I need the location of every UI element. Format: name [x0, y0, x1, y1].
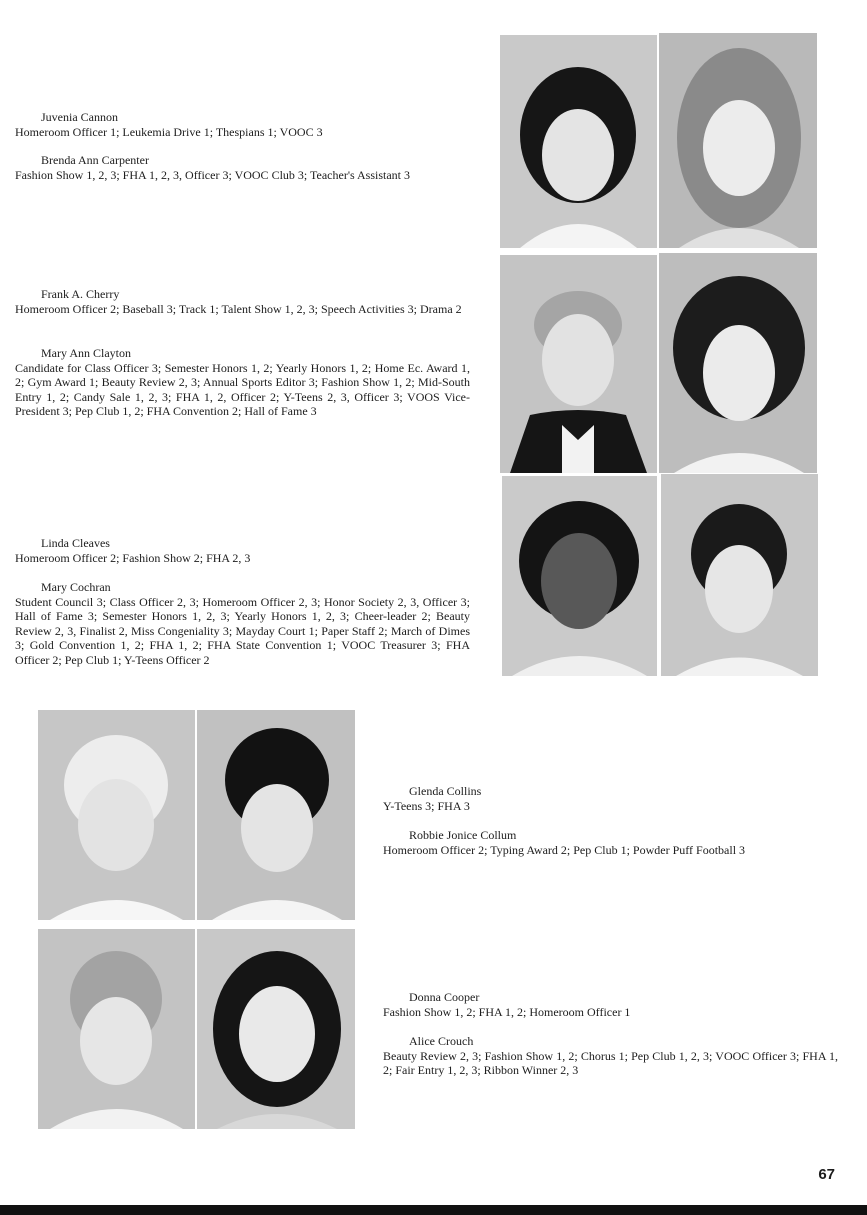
portrait-photo-carpenter — [659, 33, 817, 248]
student-activities: Beauty Review 2, 3; Fashion Show 1, 2; Chorus 1; Pep Club 1, 2, 3; VOOC Officer 3; FHA 1, 2; Fair Entry 1, 2, 3; Ribbon Winner 2, 3 — [383, 1048, 838, 1077]
student-entry-cooper — [383, 990, 838, 1019]
student-activities: Homeroom Officer 2; Typing Award 2; Pep Club 1; Powder Puff Football 3 — [383, 842, 746, 857]
student-name: Mary Cochran — [41, 580, 111, 594]
portrait-photo-collum — [197, 710, 355, 920]
student-entry-cleaves — [15, 536, 470, 565]
student-activities: Homeroom Officer 1; Leukemia Drive 1; Thespians 1; VOOC 3 — [15, 124, 323, 139]
student-name: Brenda Ann Carpenter — [41, 153, 149, 167]
page-bottom-rule — [0, 1205, 867, 1215]
portrait-photo-collins — [38, 710, 195, 920]
student-activities: Candidate for Class Officer 3; Semester Honors 1, 2; Yearly Honors 1, 2; Home Ec. Award 1, 2; Gym Award 1; Beauty Review 2, 3; Annual Sports Editor 3; Fashion Show 1, 2; Mid-South Entry 1, 2; Candy Sale 1, 2, 3; FHA 1, 2, Officer 2; Y-Teens 2, 3, Officer 3; VOOS Vice-President 3; Pep Club 1, 2; FHA Convention 2; Hall of Fame 3 — [15, 360, 470, 418]
student-entry-collins — [383, 784, 838, 813]
portrait-photo-cannon — [500, 35, 657, 248]
portrait-photo-cleaves — [502, 476, 657, 676]
student-entry-cannon — [15, 110, 470, 139]
student-name: Mary Ann Clayton — [41, 346, 131, 360]
student-entry-crouch — [383, 1034, 838, 1078]
student-entry-collum — [383, 828, 838, 857]
student-entry-carpenter — [15, 153, 470, 182]
portrait-photo-cochran — [661, 474, 818, 676]
student-name: Frank A. Cherry — [41, 287, 120, 301]
student-activities: Homeroom Officer 2; Baseball 3; Track 1; Talent Show 1, 2, 3; Speech Activities 3; Drama 2 — [15, 301, 462, 316]
student-activities: Fashion Show 1, 2, 3; FHA 1, 2, 3, Officer 3; VOOC Club 3; Teacher's Assistant 3 — [15, 167, 410, 182]
portrait-photo-clayton — [659, 253, 817, 473]
page-number: 67 — [818, 1166, 835, 1183]
student-activities: Y-Teens 3; FHA 3 — [383, 798, 470, 813]
student-activities: Homeroom Officer 2; Fashion Show 2; FHA 2, 3 — [15, 550, 251, 565]
student-name: Glenda Collins — [409, 784, 482, 798]
student-activities: Student Council 3; Class Officer 2, 3; Homeroom Officer 2, 3; Honor Society 2, 3, Officer 3; Hall of Fame 3; Semester Honors 1, 2, 3; Yearly Honors 1, 2, 3; Cheer-leader 2; Beauty Review 2, 3, Finalist 2, Miss Congeniality 3; Mayday Court 1; Paper Staff 2; March of Dimes 3; Gold Convention 1, 2; FHA 1, 2; FHA State Convention 1; VOOC Treasurer 3; FHA Officer 2; Pep Club 1; Y-Teens Officer 2 — [15, 594, 470, 667]
portrait-photo-crouch — [197, 929, 355, 1129]
student-name: Juvenia Cannon — [41, 110, 118, 124]
student-entry-cherry — [15, 287, 470, 316]
portrait-photo-cherry — [500, 255, 657, 473]
student-name: Robbie Jonice Collum — [409, 828, 517, 842]
student-name: Linda Cleaves — [41, 536, 110, 550]
student-entry-clayton — [15, 346, 470, 419]
portrait-photo-cooper — [38, 929, 195, 1129]
student-entry-cochran — [15, 580, 470, 667]
student-name: Donna Cooper — [409, 990, 480, 1004]
student-name: Alice Crouch — [409, 1034, 474, 1048]
student-activities: Fashion Show 1, 2; FHA 1, 2; Homeroom Officer 1 — [383, 1004, 631, 1019]
